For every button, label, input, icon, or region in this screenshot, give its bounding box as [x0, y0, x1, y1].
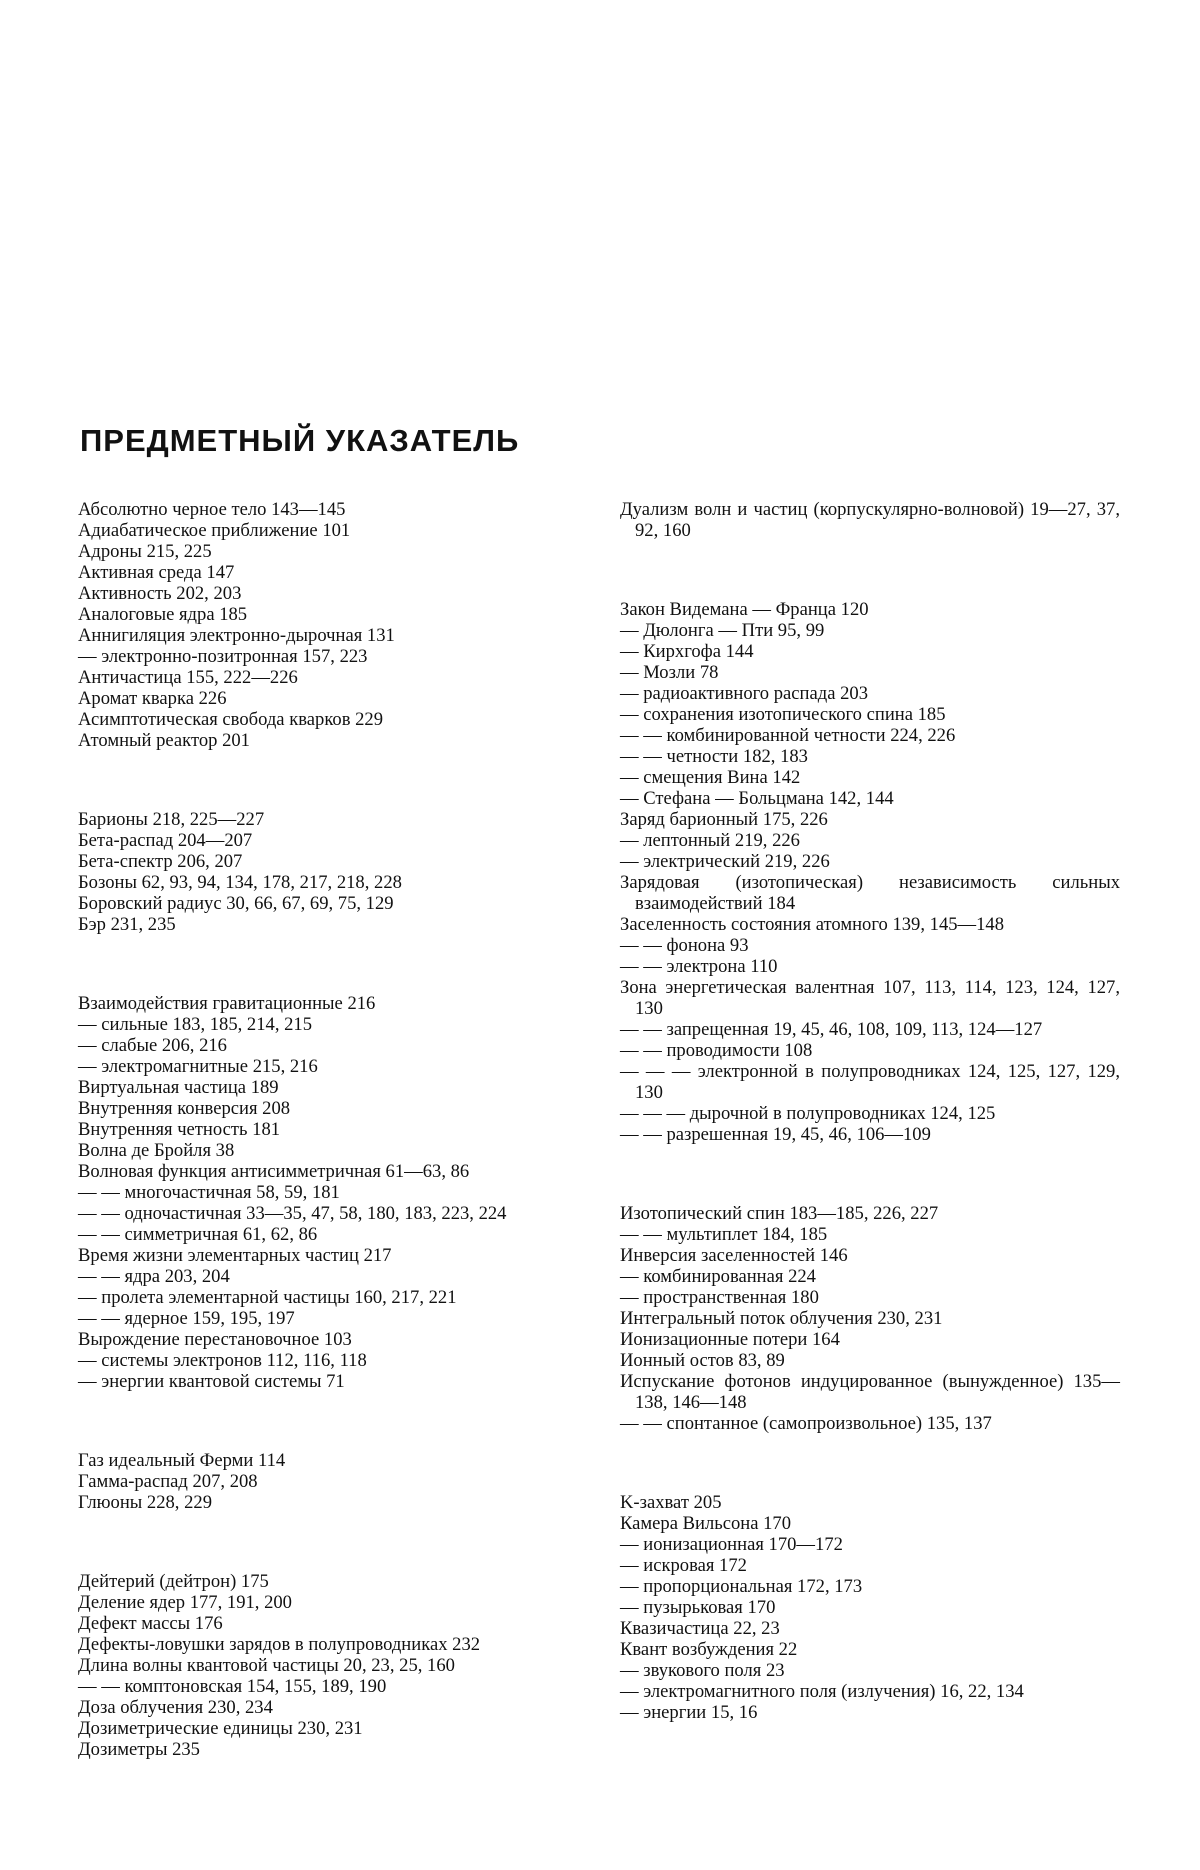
index-entry: Заряд барионный 175, 226 — [620, 809, 828, 830]
index-entry: Деление ядер 177, 191, 200 — [78, 1592, 292, 1613]
index-entry: Атомный реактор 201 — [78, 730, 250, 751]
index-entry: Квазичастица 22, 23 — [620, 1618, 780, 1639]
index-entry: — — комптоновская 154, 155, 189, 190 — [78, 1676, 387, 1697]
index-entry: — сильные 183, 185, 214, 215 — [78, 1014, 313, 1035]
index-entry: — — мультиплет 184, 185 — [620, 1224, 828, 1245]
index-group-d — [78, 1571, 575, 1760]
index-entry: — звукового поля 23 — [620, 1660, 785, 1681]
index-entry: Заселенность состояния атомного 139, 145—148 — [620, 914, 1005, 935]
index-entry: Ионизационные потери 164 — [620, 1329, 840, 1350]
index-entry: — — запрещенная 19, 45, 46, 108, 109, 113, 124—127 — [620, 1019, 1043, 1040]
index-group-g — [78, 1450, 575, 1513]
index-entry: Гамма-распад 207, 208 — [78, 1471, 258, 1492]
index-column-left — [78, 499, 575, 1818]
index-entry: Ионный остов 83, 89 — [620, 1350, 785, 1371]
index-entry: K-захват 205 — [620, 1492, 722, 1513]
index-entry: — сохранения изотопического спина 185 — [620, 704, 946, 725]
index-entry: — — — электронной в полупроводниках 124, 125, 127, 129, 130 — [620, 1061, 1120, 1103]
index-entry: Зарядовая (изотопическая) независимость сильных взаимодействий 184 — [620, 872, 1120, 914]
index-entry: Инверсия заселенностей 146 — [620, 1245, 848, 1266]
index-entry: Камера Вильсона 170 — [620, 1513, 792, 1534]
index-entry: — пространственная 180 — [620, 1287, 819, 1308]
index-entry: — ионизационная 170—172 — [620, 1534, 843, 1555]
index-entry: Волна де Бройля 38 — [78, 1140, 235, 1161]
index-entry: Интегральный поток облучения 230, 231 — [620, 1308, 943, 1329]
index-entry: — — четности 182, 183 — [620, 746, 808, 767]
index-entry: — системы электронов 112, 116, 118 — [78, 1350, 367, 1371]
index-entry: Внутренняя четность 181 — [78, 1119, 281, 1140]
index-entry: Зона энергетическая валентная 107, 113, 114, 123, 124, 127, 130 — [620, 977, 1120, 1019]
index-entry: Волновая функция антисимметричная 61—63, 86 — [78, 1161, 470, 1182]
index-entry: — — многочастичная 58, 59, 181 — [78, 1182, 340, 1203]
index-entry: Глюоны 228, 229 — [78, 1492, 212, 1513]
index-entry: Виртуальная частица 189 — [78, 1077, 279, 1098]
index-entry: — — комбинированной четности 224, 226 — [620, 725, 956, 746]
index-entry: Закон Видемана — Франца 120 — [620, 599, 869, 620]
index-entry: Адиабатическое приближение 101 — [78, 520, 351, 541]
index-entry: Изотопический спин 183—185, 226, 227 — [620, 1203, 939, 1224]
index-entry: — — симметричная 61, 62, 86 — [78, 1224, 318, 1245]
index-entry: Бета-распад 204—207 — [78, 830, 253, 851]
index-group-v — [78, 993, 575, 1392]
index-entry: — смещения Вина 142 — [620, 767, 801, 788]
index-entry: — пролета элементарной частицы 160, 217, 221 — [78, 1287, 457, 1308]
index-entry: Аннигиляция электронно-дырочная 131 — [78, 625, 395, 646]
index-entry: — электронно-позитронная 157, 223 — [78, 646, 368, 667]
index-entry: Взаимодействия гравитационные 216 — [78, 993, 376, 1014]
index-entry: Газ идеальный Ферми 114 — [78, 1450, 286, 1471]
index-entry: — — — дырочной в полупроводниках 124, 125 — [620, 1103, 996, 1124]
index-entry: — — одночастичная 33—35, 47, 58, 180, 183, 223, 224 — [78, 1203, 507, 1224]
index-entry: Дефект массы 176 — [78, 1613, 223, 1634]
index-entry: — электромагнитные 215, 216 — [78, 1056, 318, 1077]
index-entry: — комбинированная 224 — [620, 1266, 816, 1287]
index-entry: — — фонона 93 — [620, 935, 749, 956]
index-entry: — электромагнитного поля (излучения) 16, 22, 134 — [620, 1681, 1024, 1702]
index-entry: — — спонтанное (самопроизвольное) 135, 137 — [620, 1413, 992, 1434]
index-entry: — искровая 172 — [620, 1555, 747, 1576]
index-entry: Аромат кварка 226 — [78, 688, 227, 709]
index-entry: — лептонный 219, 226 — [620, 830, 800, 851]
index-entry: Аналоговые ядра 185 — [78, 604, 248, 625]
index-entry: — Мозли 78 — [620, 662, 719, 683]
index-entry: Активная среда 147 — [78, 562, 235, 583]
index-entry: — энергии 15, 16 — [620, 1702, 758, 1723]
index-entry: — — проводимости 108 — [620, 1040, 813, 1061]
index-entry: Абсолютно черное тело 143—145 — [78, 499, 346, 520]
index-entry: Боровский радиус 30, 66, 67, 69, 75, 129 — [78, 893, 394, 914]
index-entry: Дозиметрические единицы 230, 231 — [78, 1718, 363, 1739]
index-group-b — [78, 809, 575, 935]
index-entry: Длина волны квантовой частицы 20, 23, 25, 160 — [78, 1655, 455, 1676]
index-entry: Вырождение перестановочное 103 — [78, 1329, 352, 1350]
index-entry: — — ядерное 159, 195, 197 — [78, 1308, 295, 1329]
index-entry: — Кирхгофа 144 — [620, 641, 754, 662]
page-title: ПРЕДМЕТНЫЙ УКАЗАТЕЛЬ — [80, 423, 520, 458]
index-entry: — Стефана — Больцмана 142, 144 — [620, 788, 894, 809]
index-entry: Асимптотическая свобода кварков 229 — [78, 709, 384, 730]
index-entry: — — электрона 110 — [620, 956, 778, 977]
index-entry: — радиоактивного распада 203 — [620, 683, 869, 704]
index-entry: Время жизни элементарных частиц 217 — [78, 1245, 392, 1266]
index-entry: Дозиметры 235 — [78, 1739, 200, 1760]
index-group-d-cont — [620, 499, 1120, 541]
index-group-k — [620, 1492, 1120, 1723]
index-entry: — пропорциональная 172, 173 — [620, 1576, 863, 1597]
index-group-z — [620, 599, 1120, 1145]
index-entry: — Дюлонга — Пти 95, 99 — [620, 620, 825, 641]
index-entry: Дуализм волн и частиц (корпускулярно-волновой) 19—27, 37, 92, 160 — [620, 499, 1120, 541]
index-entry: Античастица 155, 222—226 — [78, 667, 298, 688]
index-entry: — — ядра 203, 204 — [78, 1266, 230, 1287]
index-group-i — [620, 1203, 1120, 1434]
index-entry: Квант возбуждения 22 — [620, 1639, 798, 1660]
index-entry: Бэр 231, 235 — [78, 914, 176, 935]
index-entry: — — разрешенная 19, 45, 46, 106—109 — [620, 1124, 931, 1145]
index-entry: Бета-спектр 206, 207 — [78, 851, 243, 872]
index-entry: — слабые 206, 216 — [78, 1035, 227, 1056]
index-column-right — [620, 499, 1120, 1781]
index-group-a — [78, 499, 575, 751]
index-entry: Внутренняя конверсия 208 — [78, 1098, 291, 1119]
index-entry: — энергии квантовой системы 71 — [78, 1371, 345, 1392]
index-entry: — электрический 219, 226 — [620, 851, 830, 872]
index-entry: Дефекты-ловушки зарядов в полупроводниках 232 — [78, 1634, 481, 1655]
index-entry: Доза облучения 230, 234 — [78, 1697, 273, 1718]
index-entry: Активность 202, 203 — [78, 583, 242, 604]
index-entry: Адроны 215, 225 — [78, 541, 212, 562]
index-entry: Барионы 218, 225—227 — [78, 809, 265, 830]
index-entry: — пузырьковая 170 — [620, 1597, 776, 1618]
index-entry: Испускание фотонов индуцированное (вынужденное) 135—138, 146—148 — [620, 1371, 1120, 1413]
index-entry: Бозоны 62, 93, 94, 134, 178, 217, 218, 228 — [78, 872, 402, 893]
index-entry: Дейтерий (дейтрон) 175 — [78, 1571, 269, 1592]
